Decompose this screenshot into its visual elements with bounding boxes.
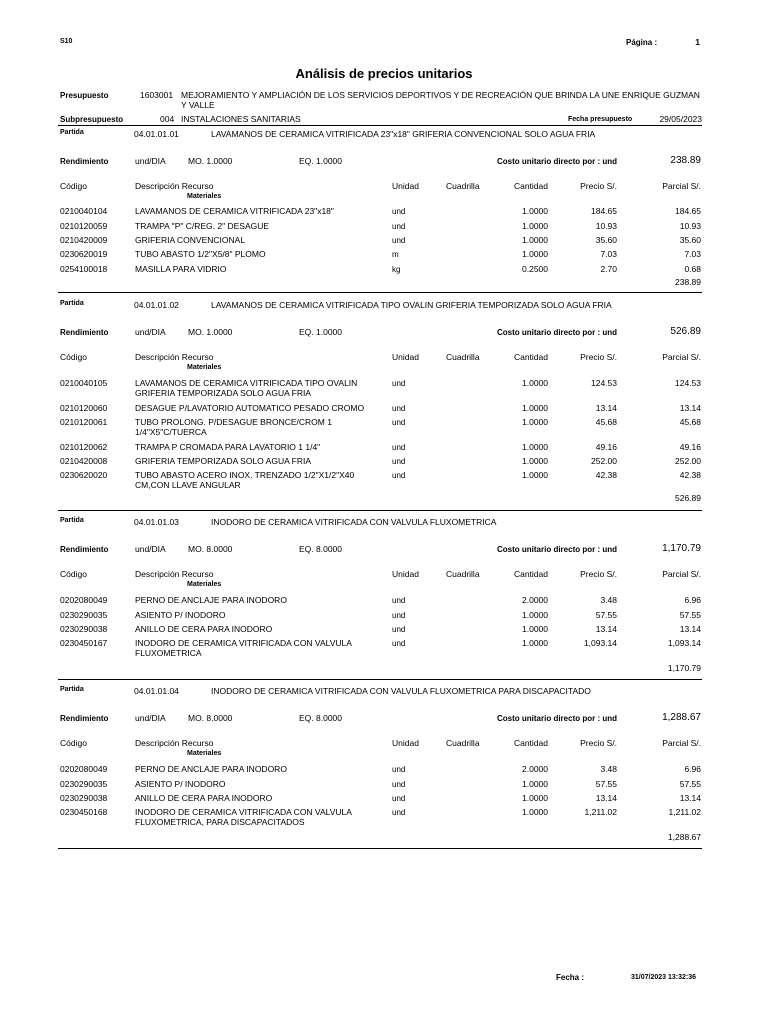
section-divider xyxy=(58,848,702,849)
item-unit: und xyxy=(392,379,406,388)
rendimiento-unit: und/DIA xyxy=(135,327,166,337)
col-cantidad: Cantidad xyxy=(513,569,548,579)
costo-label: Costo unitario directo por : und xyxy=(497,157,617,166)
item-parcial: 1,093.14 xyxy=(667,638,701,648)
item-unit: und xyxy=(392,443,406,452)
col-codigo: Código xyxy=(60,181,87,191)
partida-total: 1,288.67 xyxy=(667,832,701,842)
section-divider xyxy=(58,679,702,680)
item-price: 1,093.14 xyxy=(583,638,617,648)
item-parcial: 252.00 xyxy=(675,456,701,466)
rendimiento-mo: MO. 1.0000 xyxy=(188,156,233,166)
fecha-presupuesto-label: Fecha presupuesto xyxy=(568,116,633,123)
col-precio: Precio S/. xyxy=(580,181,617,191)
costo-label: Costo unitario directo por : und xyxy=(497,328,617,337)
presupuesto-label: Presupuesto xyxy=(60,91,109,100)
partida-total: 238.89 xyxy=(675,277,701,287)
partida-desc: INODORO DE CERAMICA VITRIFICADA CON VALVULA FLUXOMETRICA PARA DISCAPACITADO xyxy=(211,686,591,696)
item-qty: 1.0000 xyxy=(522,249,548,259)
item-desc: TRAMPA "P" C/REG. 2" DESAGUE xyxy=(135,221,270,231)
partida-label: Partida xyxy=(60,129,84,136)
item-desc: INODORO DE CERAMICA VITRIFICADA CON VALVULA FLUXOMETRICA, PARA DISCAPACITADOS xyxy=(135,807,352,827)
item-code: 0210120059 xyxy=(60,221,108,231)
item-price: 124.53 xyxy=(591,378,617,388)
col-unidad: Unidad xyxy=(392,181,419,191)
item-parcial: 184.65 xyxy=(675,206,701,216)
item-parcial: 13.14 xyxy=(679,793,701,803)
item-parcial: 42.38 xyxy=(679,470,701,480)
col-precio: Precio S/. xyxy=(580,738,617,748)
subpresupuesto-desc: INSTALACIONES SANITARIAS xyxy=(181,114,301,124)
col-cantidad: Cantidad xyxy=(513,352,548,362)
item-qty: 1.0000 xyxy=(522,206,548,216)
item-unit: und xyxy=(392,625,406,634)
col-parcial: Parcial S/. xyxy=(662,181,701,191)
item-code: 0230290035 xyxy=(60,610,108,620)
item-price: 45.68 xyxy=(595,417,617,427)
rendimiento-mo: MO. 8.0000 xyxy=(188,713,233,723)
col-descripcion: Descripción Recurso xyxy=(135,181,214,191)
item-parcial: 7.03 xyxy=(684,249,701,259)
rendimiento-label: Rendimiento xyxy=(60,714,109,723)
item-unit: und xyxy=(392,596,406,605)
item-unit: und xyxy=(392,471,406,480)
col-codigo: Código xyxy=(60,352,87,362)
costo-value: 1,288.67 xyxy=(662,712,701,723)
item-code: 0210420009 xyxy=(60,235,108,245)
item-code: 0202080049 xyxy=(60,595,108,605)
item-parcial: 57.55 xyxy=(679,610,701,620)
item-qty: 1.0000 xyxy=(522,793,548,803)
item-code: 0210120060 xyxy=(60,403,108,413)
fecha-presupuesto: 29/05/2023 xyxy=(659,114,702,124)
item-price: 10.93 xyxy=(595,221,617,231)
rendimiento-unit: und/DIA xyxy=(135,544,166,554)
item-desc: DESAGUE P/LAVATORIO AUTOMATICO PESADO CROMO xyxy=(135,403,365,413)
col-parcial: Parcial S/. xyxy=(662,569,701,579)
item-code: 0254100018 xyxy=(60,264,108,274)
item-unit: und xyxy=(392,808,406,817)
item-qty: 1.0000 xyxy=(522,442,548,452)
item-desc: LAVAMANOS DE CERAMICA VITRIFICADA TIPO OVALIN GRIFERIA TEMPORIZADA SOLO AGUA FRIA xyxy=(135,378,358,398)
item-desc: GRIFERIA TEMPORIZADA SOLO AGUA FRIA xyxy=(135,456,312,466)
item-desc: ANILLO DE CERA PARA INODORO xyxy=(135,793,273,803)
item-unit: und xyxy=(392,611,406,620)
item-qty: 1.0000 xyxy=(522,470,548,480)
item-parcial: 13.14 xyxy=(679,403,701,413)
rendimiento-eq: EQ. 1.0000 xyxy=(299,327,343,337)
col-descripcion: Descripción Recurso xyxy=(135,569,214,579)
item-unit: und xyxy=(392,222,406,231)
page-number: 1 xyxy=(695,37,700,47)
col-unidad: Unidad xyxy=(392,569,419,579)
col-cuadrilla: Cuadrilla xyxy=(446,738,480,748)
partida-label: Partida xyxy=(60,300,84,307)
item-parcial: 13.14 xyxy=(679,624,701,634)
rendimiento-unit: und/DIA xyxy=(135,713,166,723)
item-code: 0210120061 xyxy=(60,417,108,427)
section-divider xyxy=(58,510,702,511)
item-price: 1,211.02 xyxy=(584,807,617,817)
partida-code: 04.01.01.04 xyxy=(134,686,179,696)
item-code: 0230450168 xyxy=(60,807,108,817)
rendimiento-eq: EQ. 8.0000 xyxy=(299,713,343,723)
item-qty: 2.0000 xyxy=(522,764,548,774)
col-precio: Precio S/. xyxy=(580,569,617,579)
item-unit: und xyxy=(392,207,406,216)
presupuesto-desc: MEJORAMIENTO Y AMPLIACIÓN DE LOS SERVICIOS DEPORTIVOS Y DE RECREACIÓN QUE BRINDA LA UNE ENRIQUE GUZMAN Y VALLE xyxy=(181,90,700,110)
item-price: 35.60 xyxy=(595,235,617,245)
partida-total: 1,170.79 xyxy=(667,663,701,673)
partida-desc: LAVAMANOS DE CERAMICA VITRIFICADA 23"x18" GRIFERIA CONVENCIONAL SOLO AGUA FRIA xyxy=(211,129,596,139)
item-parcial: 49.16 xyxy=(679,442,701,452)
item-desc: TUBO ABASTO ACERO INOX. TRENZADO 1/2"X1/2"X40 CM,CON LLAVE ANGULAR xyxy=(135,470,355,490)
rendimiento-label: Rendimiento xyxy=(60,328,109,337)
rendimiento-eq: EQ. 8.0000 xyxy=(299,544,343,554)
materiales-label: Materiales xyxy=(187,193,222,200)
item-code: 0230450167 xyxy=(60,638,108,648)
item-price: 42.38 xyxy=(595,470,617,480)
item-price: 13.14 xyxy=(595,403,617,413)
footer-fecha-value: 31/07/2023 13:32:36 xyxy=(631,974,696,981)
col-unidad: Unidad xyxy=(392,738,419,748)
presupuesto-code: 1603001 xyxy=(140,90,174,100)
item-desc: PERNO DE ANCLAJE PARA INODORO xyxy=(135,764,287,774)
item-qty: 1.0000 xyxy=(522,417,548,427)
col-cantidad: Cantidad xyxy=(513,738,548,748)
item-unit: und xyxy=(392,418,406,427)
col-descripcion: Descripción Recurso xyxy=(135,352,214,362)
rendimiento-mo: MO. 1.0000 xyxy=(188,327,233,337)
item-price: 13.14 xyxy=(595,793,617,803)
item-price: 252.00 xyxy=(591,456,617,466)
col-codigo: Código xyxy=(60,738,87,748)
item-qty: 1.0000 xyxy=(522,378,548,388)
item-desc: GRIFERIA CONVENCIONAL xyxy=(135,235,246,245)
item-qty: 1.0000 xyxy=(522,456,548,466)
item-code: 0210040104 xyxy=(60,206,108,216)
item-price: 7.03 xyxy=(600,249,617,259)
item-price: 3.48 xyxy=(600,595,617,605)
item-unit: m xyxy=(392,250,399,259)
item-qty: 1.0000 xyxy=(522,235,548,245)
item-price: 2.70 xyxy=(600,264,617,274)
item-qty: 1.0000 xyxy=(522,779,548,789)
item-desc: INODORO DE CERAMICA VITRIFICADA CON VALVULA FLUXOMETRICA xyxy=(135,638,352,658)
item-qty: 2.0000 xyxy=(522,595,548,605)
item-desc: ANILLO DE CERA PARA INODORO xyxy=(135,624,273,634)
col-unidad: Unidad xyxy=(392,352,419,362)
item-desc: MASILLA PARA VIDRIO xyxy=(135,264,227,274)
item-qty: 1.0000 xyxy=(522,638,548,648)
item-qty: 1.0000 xyxy=(522,624,548,634)
col-cuadrilla: Cuadrilla xyxy=(446,569,480,579)
item-desc: ASIENTO P/ INODORO xyxy=(135,610,226,620)
item-price: 3.48 xyxy=(600,764,617,774)
col-parcial: Parcial S/. xyxy=(662,738,701,748)
materiales-label: Materiales xyxy=(187,750,222,757)
item-desc: PERNO DE ANCLAJE PARA INODORO xyxy=(135,595,287,605)
item-price: 49.16 xyxy=(595,442,617,452)
rendimiento-label: Rendimiento xyxy=(60,545,109,554)
item-code: 0230290038 xyxy=(60,793,108,803)
item-code: 0230290035 xyxy=(60,779,108,789)
materiales-label: Materiales xyxy=(187,581,222,588)
item-desc: LAVAMANOS DE CERAMICA VITRIFICADA 23"x18" xyxy=(135,206,334,216)
costo-value: 1,170.79 xyxy=(662,543,701,554)
item-desc: TUBO ABASTO 1/2"X5/8" PLOMO xyxy=(135,249,266,259)
col-cuadrilla: Cuadrilla xyxy=(446,181,480,191)
partida-label: Partida xyxy=(60,686,84,693)
item-code: 0230620020 xyxy=(60,470,108,480)
partida-desc: LAVAMANOS DE CERAMICA VITRIFICADA TIPO OVALIN GRIFERIA TEMPORIZADA SOLO AGUA FRIA xyxy=(211,300,612,310)
item-parcial: 6.96 xyxy=(684,595,701,605)
item-price: 57.55 xyxy=(595,779,617,789)
subpresupuesto-code: 004 xyxy=(160,114,175,124)
item-unit: und xyxy=(392,794,406,803)
costo-label: Costo unitario directo por : und xyxy=(497,545,617,554)
item-code: 0230620019 xyxy=(60,249,108,259)
item-parcial: 35.60 xyxy=(679,235,701,245)
rendimiento-eq: EQ. 1.0000 xyxy=(299,156,343,166)
item-code: 0230290038 xyxy=(60,624,108,634)
item-qty: 1.0000 xyxy=(522,221,548,231)
col-codigo: Código xyxy=(60,569,87,579)
item-code: 0210120062 xyxy=(60,442,108,452)
item-qty: 1.0000 xyxy=(522,807,548,817)
item-unit: kg xyxy=(392,265,401,274)
materiales-label: Materiales xyxy=(187,364,222,371)
costo-label: Costo unitario directo por : und xyxy=(497,714,617,723)
item-parcial: 57.55 xyxy=(679,779,701,789)
item-unit: und xyxy=(392,765,406,774)
item-qty: 0.2500 xyxy=(522,264,548,274)
item-unit: und xyxy=(392,780,406,789)
item-parcial: 45.68 xyxy=(679,417,701,427)
item-desc: TUBO PROLONG. P/DESAGUE BRONCE/CROM 1 1/4"X5"C/TUERCA xyxy=(135,417,332,437)
page-title: Análisis de precios unitarios xyxy=(295,66,473,81)
col-parcial: Parcial S/. xyxy=(662,352,701,362)
section-divider xyxy=(58,292,702,293)
col-cuadrilla: Cuadrilla xyxy=(446,352,480,362)
partida-code: 04.01.01.01 xyxy=(134,129,179,139)
rendimiento-label: Rendimiento xyxy=(60,157,109,166)
partida-code: 04.01.01.02 xyxy=(134,300,179,310)
item-desc: ASIENTO P/ INODORO xyxy=(135,779,226,789)
item-price: 184.65 xyxy=(591,206,617,216)
item-unit: und xyxy=(392,404,406,413)
item-unit: und xyxy=(392,236,406,245)
item-price: 13.14 xyxy=(595,624,617,634)
costo-value: 238.89 xyxy=(670,155,701,166)
item-parcial: 124.53 xyxy=(675,378,701,388)
page-label: Página : xyxy=(626,38,658,47)
partida-total: 526.89 xyxy=(675,493,701,503)
report-code: S10 xyxy=(60,38,73,45)
col-precio: Precio S/. xyxy=(580,352,617,362)
header-divider xyxy=(58,125,702,126)
item-unit: und xyxy=(392,457,406,466)
item-unit: und xyxy=(392,639,406,648)
rendimiento-unit: und/DIA xyxy=(135,156,166,166)
item-parcial: 1,211.02 xyxy=(668,807,701,817)
col-cantidad: Cantidad xyxy=(513,181,548,191)
footer-fecha-label: Fecha : xyxy=(556,973,585,982)
item-qty: 1.0000 xyxy=(522,403,548,413)
item-parcial: 10.93 xyxy=(679,221,701,231)
item-code: 0210420008 xyxy=(60,456,108,466)
item-parcial: 0.68 xyxy=(684,264,701,274)
item-desc: TRAMPA P CROMADA PARA LAVATORIO 1 1/4" xyxy=(135,442,321,452)
rendimiento-mo: MO. 8.0000 xyxy=(188,544,233,554)
item-code: 0210040105 xyxy=(60,378,108,388)
item-price: 57.55 xyxy=(595,610,617,620)
col-descripcion: Descripción Recurso xyxy=(135,738,214,748)
subpresupuesto-label: Subpresupuesto xyxy=(60,115,124,124)
partida-label: Partida xyxy=(60,517,84,524)
item-parcial: 6.96 xyxy=(684,764,701,774)
partida-code: 04.01.01.03 xyxy=(134,517,179,527)
partida-desc: INODORO DE CERAMICA VITRIFICADA CON VALVULA FLUXOMETRICA xyxy=(211,517,497,527)
item-qty: 1.0000 xyxy=(522,610,548,620)
item-code: 0202080049 xyxy=(60,764,108,774)
costo-value: 526.89 xyxy=(670,326,701,337)
